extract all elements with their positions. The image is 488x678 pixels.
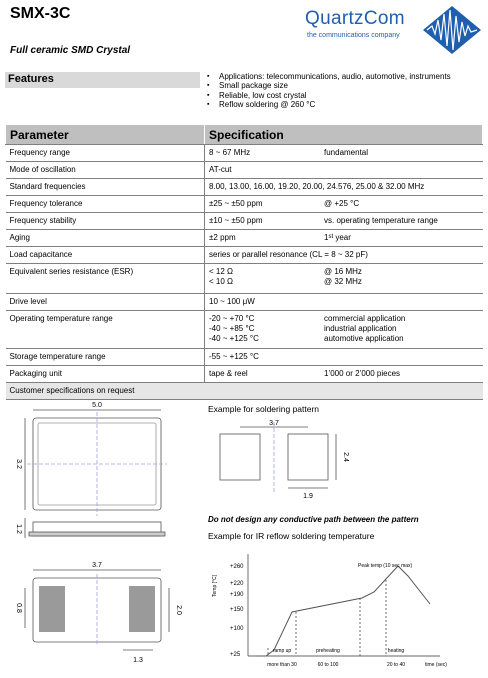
col-header-specification: Specification <box>205 125 483 145</box>
reflow-profile-curve <box>256 566 430 656</box>
param-cell: Packaging unit <box>6 366 205 383</box>
spec-value: < 12 Ω <box>209 267 233 276</box>
spec-value: -40 ~ +125 °C <box>209 334 259 343</box>
param-cell: Equivalent series resistance (ESR) <box>6 264 205 294</box>
x-axis-label: 20 to 40 <box>386 662 406 668</box>
package-base <box>29 532 165 536</box>
product-title: SMX-3C <box>10 5 71 22</box>
land-pad <box>220 434 260 480</box>
dim-label-pad-width: 1.9 <box>303 493 313 500</box>
table-row <box>6 196 483 213</box>
customer-spec-note: Customer specifications on request <box>6 383 483 400</box>
feature-item: ▪ Reflow soldering @ 260 °C <box>207 100 451 109</box>
y-axis-label: Temp [°C] <box>212 574 218 598</box>
spec-note: automotive application <box>324 334 404 343</box>
reflow-caption: Example for IR reflow soldering temperature <box>208 531 375 541</box>
param-cell: Mode of oscillation <box>6 162 205 179</box>
param-cell: Drive level <box>6 294 205 311</box>
solder-pattern-caption: Example for soldering pattern <box>208 404 320 414</box>
spec-value: ±25 ~ ±50 ppm <box>209 199 263 208</box>
waveform-logo-icon <box>423 6 481 54</box>
table-row <box>6 366 483 383</box>
dim-label-width: 5.0 <box>92 402 102 409</box>
design-warning: Do not design any conductive path between the pattern <box>208 515 419 524</box>
dim-label-height: 3.2 <box>15 459 22 469</box>
y-tick-label: +150 <box>230 607 244 613</box>
table-row <box>6 264 483 294</box>
table-row <box>6 145 483 162</box>
feature-item: ▪ Reliable, low cost crystal <box>207 91 451 100</box>
param-cell: Aging <box>6 230 205 247</box>
features-label: Features <box>8 73 54 85</box>
spec-note: @ 16 MHz <box>324 267 362 276</box>
logo-name: QuartzCom <box>305 8 405 29</box>
solder-pattern-drawing <box>208 418 358 502</box>
table-row <box>6 349 483 366</box>
y-tick-label: +190 <box>230 592 244 598</box>
x-axis-label: time (sec) <box>425 662 447 668</box>
table-row <box>6 179 483 196</box>
spec-value: 8.00, 13.00, 16.00, 19.20, 20.00, 24.576, 25.00 & 32.00 MHz <box>209 182 425 191</box>
table-row <box>6 294 483 311</box>
spec-value: < 10 Ω <box>209 277 233 286</box>
dim-label-pad-height: 0.8 <box>15 603 22 613</box>
param-cell: Frequency range <box>6 145 205 162</box>
spec-value: 8 ~ 67 MHz <box>209 148 251 157</box>
table-footer-row <box>6 383 483 400</box>
spec-value: -40 ~ +85 °C <box>209 324 255 333</box>
features-list <box>207 72 451 109</box>
spec-note: 1st year <box>324 233 351 242</box>
land-pad <box>288 434 328 480</box>
logo-tagline: the communications company <box>307 32 400 39</box>
spec-value: -20 ~ +70 °C <box>209 314 255 323</box>
dim-label-thickness: 1.2 <box>15 524 22 534</box>
peak-temp-label: Peak temp (10 sec max) <box>358 563 413 569</box>
specification-table <box>5 124 483 400</box>
param-cell: Frequency stability <box>6 213 205 230</box>
x-axis-label: 60 to 100 <box>317 662 339 668</box>
dim-label-pattern-height: 2.4 <box>342 452 349 462</box>
package-drawing <box>5 398 195 670</box>
solder-pad <box>39 586 65 632</box>
param-cell: Load capacitance <box>6 247 205 264</box>
x-axis-label: more than 30 <box>267 662 297 668</box>
dim-label-pattern-width: 3.7 <box>269 420 279 427</box>
y-tick-label: +25 <box>230 652 241 658</box>
phase-label: heating <box>387 648 405 654</box>
phase-label: preheating <box>316 648 340 654</box>
spec-note: vs. operating temperature range <box>324 216 438 225</box>
solder-pad <box>129 586 155 632</box>
table-row <box>6 311 483 349</box>
spec-value: ±2 ppm <box>209 233 236 242</box>
reflow-profile-chart <box>208 546 478 674</box>
spec-note: @ 32 MHz <box>324 277 362 286</box>
spec-value: AT-cut <box>209 165 232 174</box>
param-cell: Frequency tolerance <box>6 196 205 213</box>
spec-value: tape & reel <box>209 369 248 378</box>
spec-note: 1’000 or 2’000 pieces <box>324 369 401 378</box>
table-row <box>6 247 483 264</box>
y-tick-label: +220 <box>230 581 244 587</box>
col-header-parameter: Parameter <box>6 125 205 145</box>
param-cell: Operating temperature range <box>6 311 205 349</box>
spec-value: ±10 ~ ±50 ppm <box>209 216 263 225</box>
table-row <box>6 230 483 247</box>
product-subtitle: Full ceramic SMD Crystal <box>10 45 131 56</box>
param-cell: Storage temperature range <box>6 349 205 366</box>
y-tick-label: +260 <box>230 564 244 570</box>
y-tick-label: +100 <box>230 626 244 632</box>
spec-value: -55 ~ +125 °C <box>209 352 259 361</box>
spec-note: @ +25 °C <box>324 199 360 208</box>
company-logo <box>305 6 480 54</box>
spec-value: series or parallel resonance (CL = 8 ~ 32 pF) <box>209 250 368 259</box>
phase-label: ramp up <box>272 648 292 654</box>
feature-item: ▪ Small package size <box>207 81 451 90</box>
spec-value: 10 ~ 100 μW <box>209 297 255 306</box>
feature-item: ▪ Applications: telecommunications, audio, automotive, instruments <box>207 72 451 81</box>
spec-note: commercial application <box>324 314 406 323</box>
dim-label-pitch: 3.7 <box>92 562 102 569</box>
dim-label-pad-width: 1.3 <box>133 657 143 664</box>
dim-label-bottom-height: 2.0 <box>175 605 182 615</box>
param-cell: Standard frequencies <box>6 179 205 196</box>
table-row <box>6 162 483 179</box>
table-row <box>6 213 483 230</box>
spec-note: fundamental <box>324 148 369 157</box>
spec-note: industrial application <box>324 324 397 333</box>
